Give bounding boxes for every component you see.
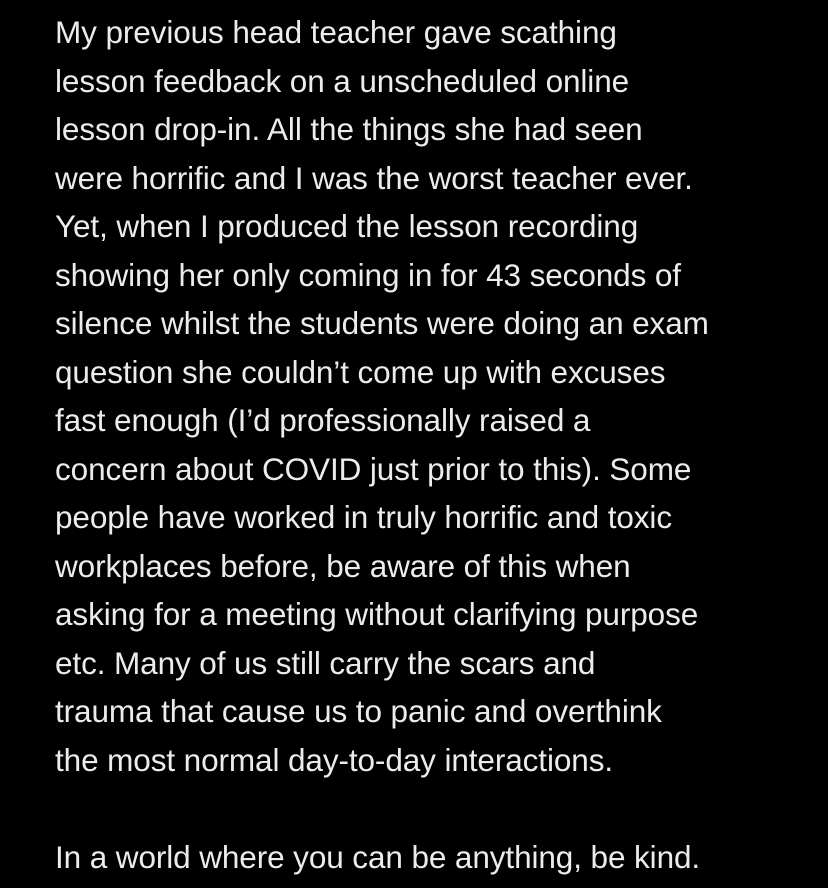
note-paragraph-2 — [55, 833, 815, 882]
note-line: lesson feedback on a unscheduled online — [55, 62, 630, 99]
note-line: were horrific and I was the worst teacher ever. — [55, 159, 693, 196]
note-line: My previous head teacher gave scathing — [55, 14, 617, 50]
note-line: workplaces before, be aware of this when — [55, 547, 631, 584]
note-line: fast enough (I’d professionally raised a — [55, 402, 591, 438]
note-line: people have worked in truly horrific and toxic — [55, 499, 672, 535]
note-line: showing her only coming in for 43 seconds of — [55, 256, 681, 293]
note-body — [55, 8, 815, 881]
note-line: silence whilst the students were doing an exam — [55, 305, 709, 341]
note-paragraph-1 — [55, 8, 815, 784]
note-line: etc. Many of us still carry the scars and — [55, 644, 596, 681]
note-line: trauma that cause us to panic and overthink — [55, 693, 662, 729]
note-line: In a world where you can be anything, be kind. — [55, 838, 701, 875]
note-line: concern about COVID just prior to this). Some — [55, 450, 692, 487]
note-line: the most normal day-to-day interactions. — [55, 741, 614, 778]
note-line: lesson drop-in. All the things she had seen — [55, 111, 643, 147]
note-line: Yet, when I produced the lesson recording — [55, 208, 639, 244]
note-line: asking for a meeting without clarifying purpose — [55, 596, 699, 632]
note-line: question she couldn’t come up with excuses — [55, 353, 666, 390]
paragraph-gap — [55, 784, 815, 833]
